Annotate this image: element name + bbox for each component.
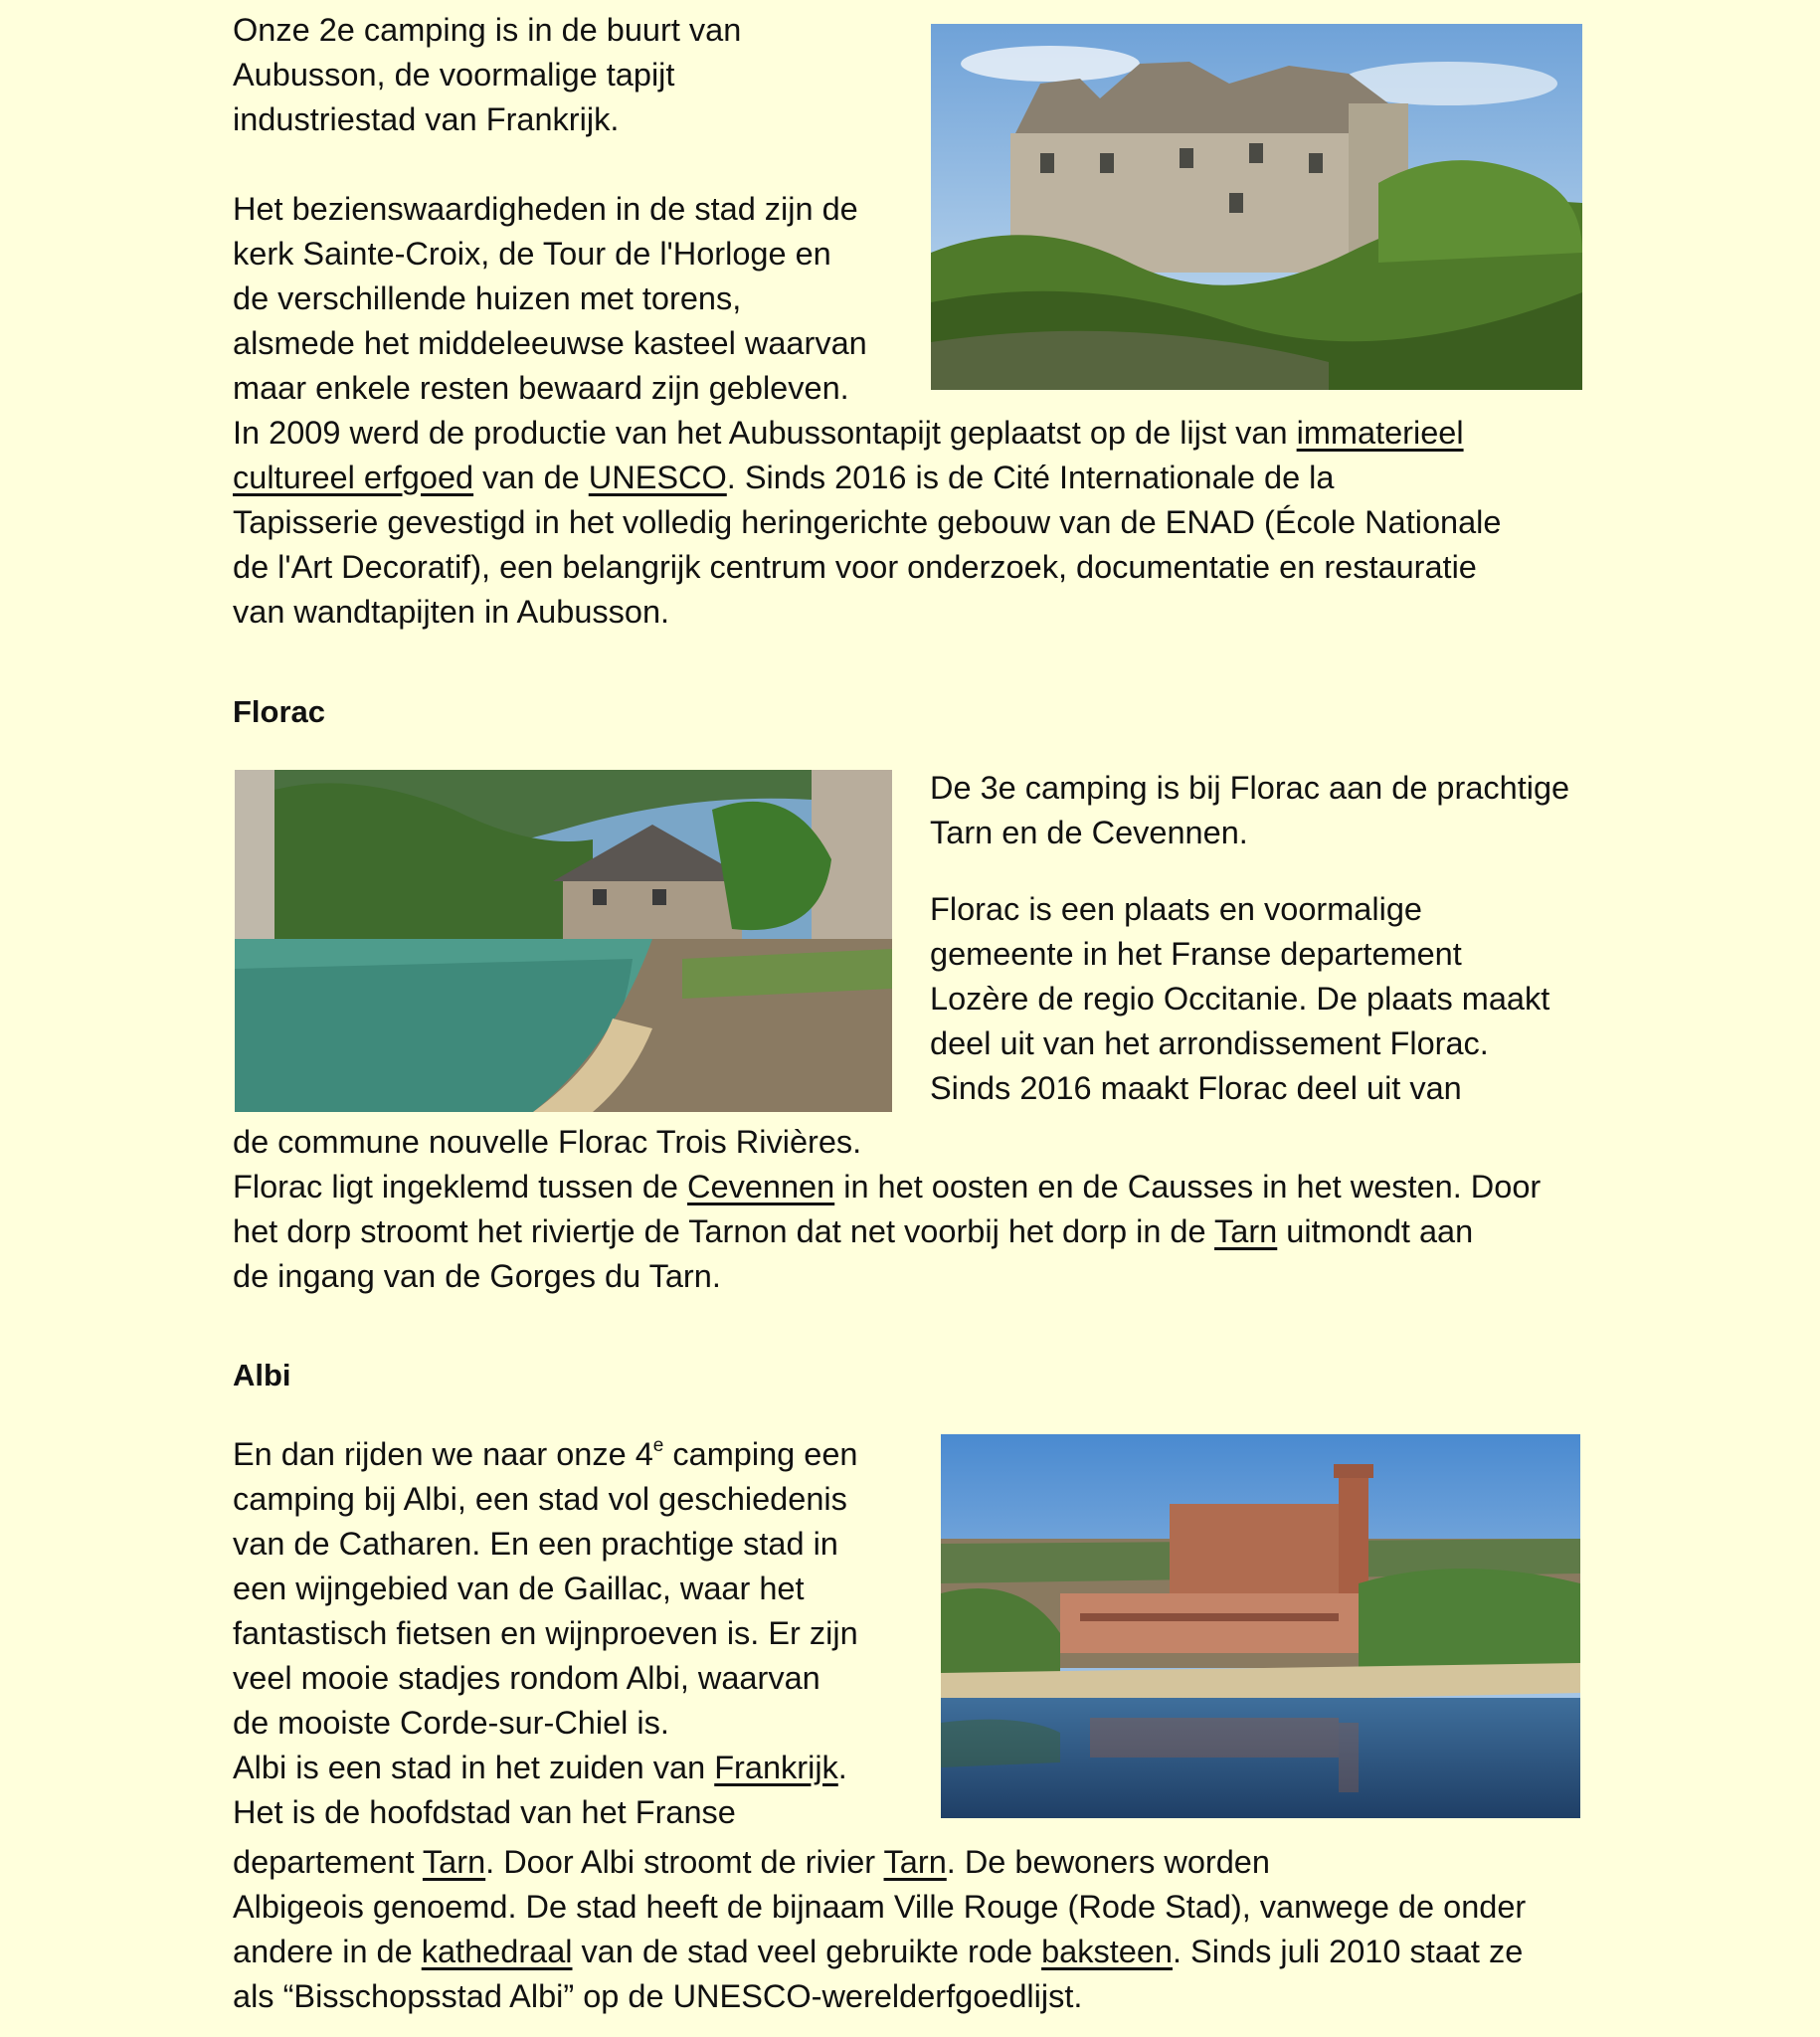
florac-intro <box>930 766 1569 855</box>
text-line <box>233 1930 1526 1974</box>
text-segment: Albi is een stad in het zuiden van <box>233 1750 715 1785</box>
text-segment: uitmondt aan <box>1277 1213 1474 1249</box>
text-line: de mooiste Corde-sur-Chiel is. <box>233 1705 669 1741</box>
text-segment: . Door Albi stroomt de rivier <box>485 1844 884 1880</box>
text-line: fantastisch fietsen en wijnproeven is. Er zijn <box>233 1615 858 1651</box>
text-line <box>233 1432 858 1477</box>
text-line <box>233 1746 858 1790</box>
aubusson-unesco-paragraph <box>233 411 1501 635</box>
text-line: Onze 2e camping is in de buurt van <box>233 12 742 48</box>
link-tarn[interactable]: Tarn <box>1214 1213 1278 1249</box>
text-line: Albigeois genoemd. De stad heeft de bijnaam Ville Rouge (Rode Stad), vanwege de onder <box>233 1889 1527 1925</box>
link-cevennen[interactable]: Cevennen <box>687 1169 835 1204</box>
text-line: De 3e camping is bij Florac aan de prachtige <box>930 770 1570 806</box>
text-line <box>233 1209 1541 1254</box>
link-kathedraal[interactable]: kathedraal <box>421 1934 573 1969</box>
text-line: Lozère de regio Occitanie. De plaats maakt <box>930 981 1550 1017</box>
text-line: de ingang van de Gorges du Tarn. <box>233 1258 721 1294</box>
text-line: gemeente in het Franse departement <box>930 936 1462 972</box>
text-segment: . Sinds juli 2010 staat ze <box>1172 1934 1524 1969</box>
text-line: alsmede het middeleeuwse kasteel waarvan <box>233 325 867 361</box>
link-cultureel-erfgoed[interactable]: cultureel erfgoed <box>233 460 474 495</box>
text-line: een wijngebied van de Gaillac, waar het <box>233 1571 805 1606</box>
text-segment: In 2009 werd de productie van het Aubussontapijt geplaatst op de lijst van <box>233 415 1297 451</box>
aubusson-sights <box>233 187 867 411</box>
text-segment: het dorp stroomt het riviertje de Tarnon dat net voorbij het dorp in de <box>233 1213 1215 1249</box>
text-segment: Florac ligt ingeklemd tussen de <box>233 1169 688 1204</box>
text-line: Florac is een plaats en voormalige <box>930 891 1422 927</box>
text-line: de verschillende huizen met torens, <box>233 280 742 316</box>
albi-heading: Albi <box>233 1358 291 1392</box>
text-line: van wandtapijten in Aubusson. <box>233 594 670 630</box>
text-line: als “Bisschopsstad Albi” op de UNESCO-werelderfgoedlijst. <box>233 1978 1083 2014</box>
text-segment: andere in de <box>233 1934 422 1969</box>
superscript: e <box>652 1435 664 1457</box>
albi-text-full-width <box>233 1840 1526 2019</box>
text-segment: camping een <box>663 1436 858 1472</box>
florac-heading: Florac <box>233 694 326 729</box>
text-segment: En dan rijden we naar onze 4 <box>233 1436 653 1472</box>
text-segment: van de stad veel gebruikte rode <box>572 1934 1042 1969</box>
albi-text <box>233 1432 858 1835</box>
text-segment: in het oosten en de Causses in het westen. Door <box>834 1169 1542 1204</box>
text-line: van de Catharen. En een prachtige stad in <box>233 1526 838 1562</box>
link-unesco[interactable]: UNESCO <box>588 460 727 495</box>
text-line: Het bezienswaardigheden in de stad zijn de <box>233 191 858 227</box>
text-segment: van de <box>473 460 589 495</box>
florac-continuation <box>233 1120 1541 1299</box>
text-line <box>233 1165 1541 1209</box>
text-line: de l'Art Decoratif), een belangrijk centrum voor onderzoek, documentatie en restauratie <box>233 549 1477 585</box>
text-line: Aubusson, de voormalige tapijt <box>233 57 675 93</box>
text-line: camping bij Albi, een stad vol geschiedenis <box>233 1481 847 1517</box>
text-segment: . Sinds 2016 is de Cité Internationale de la <box>726 460 1335 495</box>
text-segment: departement <box>233 1844 423 1880</box>
text-line: Het is de hoofdstad van het Franse <box>233 1794 736 1830</box>
text-line <box>233 456 1501 500</box>
text-line: deel uit van het arrondissement Florac. <box>930 1025 1489 1061</box>
text-line: Tarn en de Cevennen. <box>930 815 1248 850</box>
link-tarn-rivier[interactable]: Tarn <box>883 1844 947 1880</box>
text-line: Tapisserie gevestigd in het volledig heringerichte gebouw van de ENAD (École Nationale <box>233 504 1502 540</box>
link-baksteen[interactable]: baksteen <box>1041 1934 1173 1969</box>
castle-photo <box>931 24 1582 390</box>
text-line: kerk Sainte-Croix, de Tour de l'Horloge en <box>233 236 831 272</box>
link-tarn-departement[interactable]: Tarn <box>422 1844 486 1880</box>
text-segment: . <box>837 1750 847 1785</box>
link-immaterieel[interactable]: immaterieel <box>1296 415 1464 451</box>
river-village-photo <box>235 770 892 1112</box>
florac-description <box>930 887 1549 1111</box>
text-line: maar enkele resten bewaard zijn gebleven. <box>233 370 849 406</box>
aubusson-intro <box>233 8 741 142</box>
text-line: veel mooie stadjes rondom Albi, waarvan <box>233 1660 820 1696</box>
link-frankrijk[interactable]: Frankrijk <box>714 1750 838 1785</box>
text-line: industriestad van Frankrijk. <box>233 101 620 137</box>
text-line: de commune nouvelle Florac Trois Rivières. <box>233 1124 862 1160</box>
text-line: Sinds 2016 maakt Florac deel uit van <box>930 1070 1462 1106</box>
text-line <box>233 1840 1526 1885</box>
text-line <box>233 411 1501 456</box>
text-segment: . De bewoners worden <box>946 1844 1270 1880</box>
cathedral-city-photo <box>941 1434 1580 1818</box>
